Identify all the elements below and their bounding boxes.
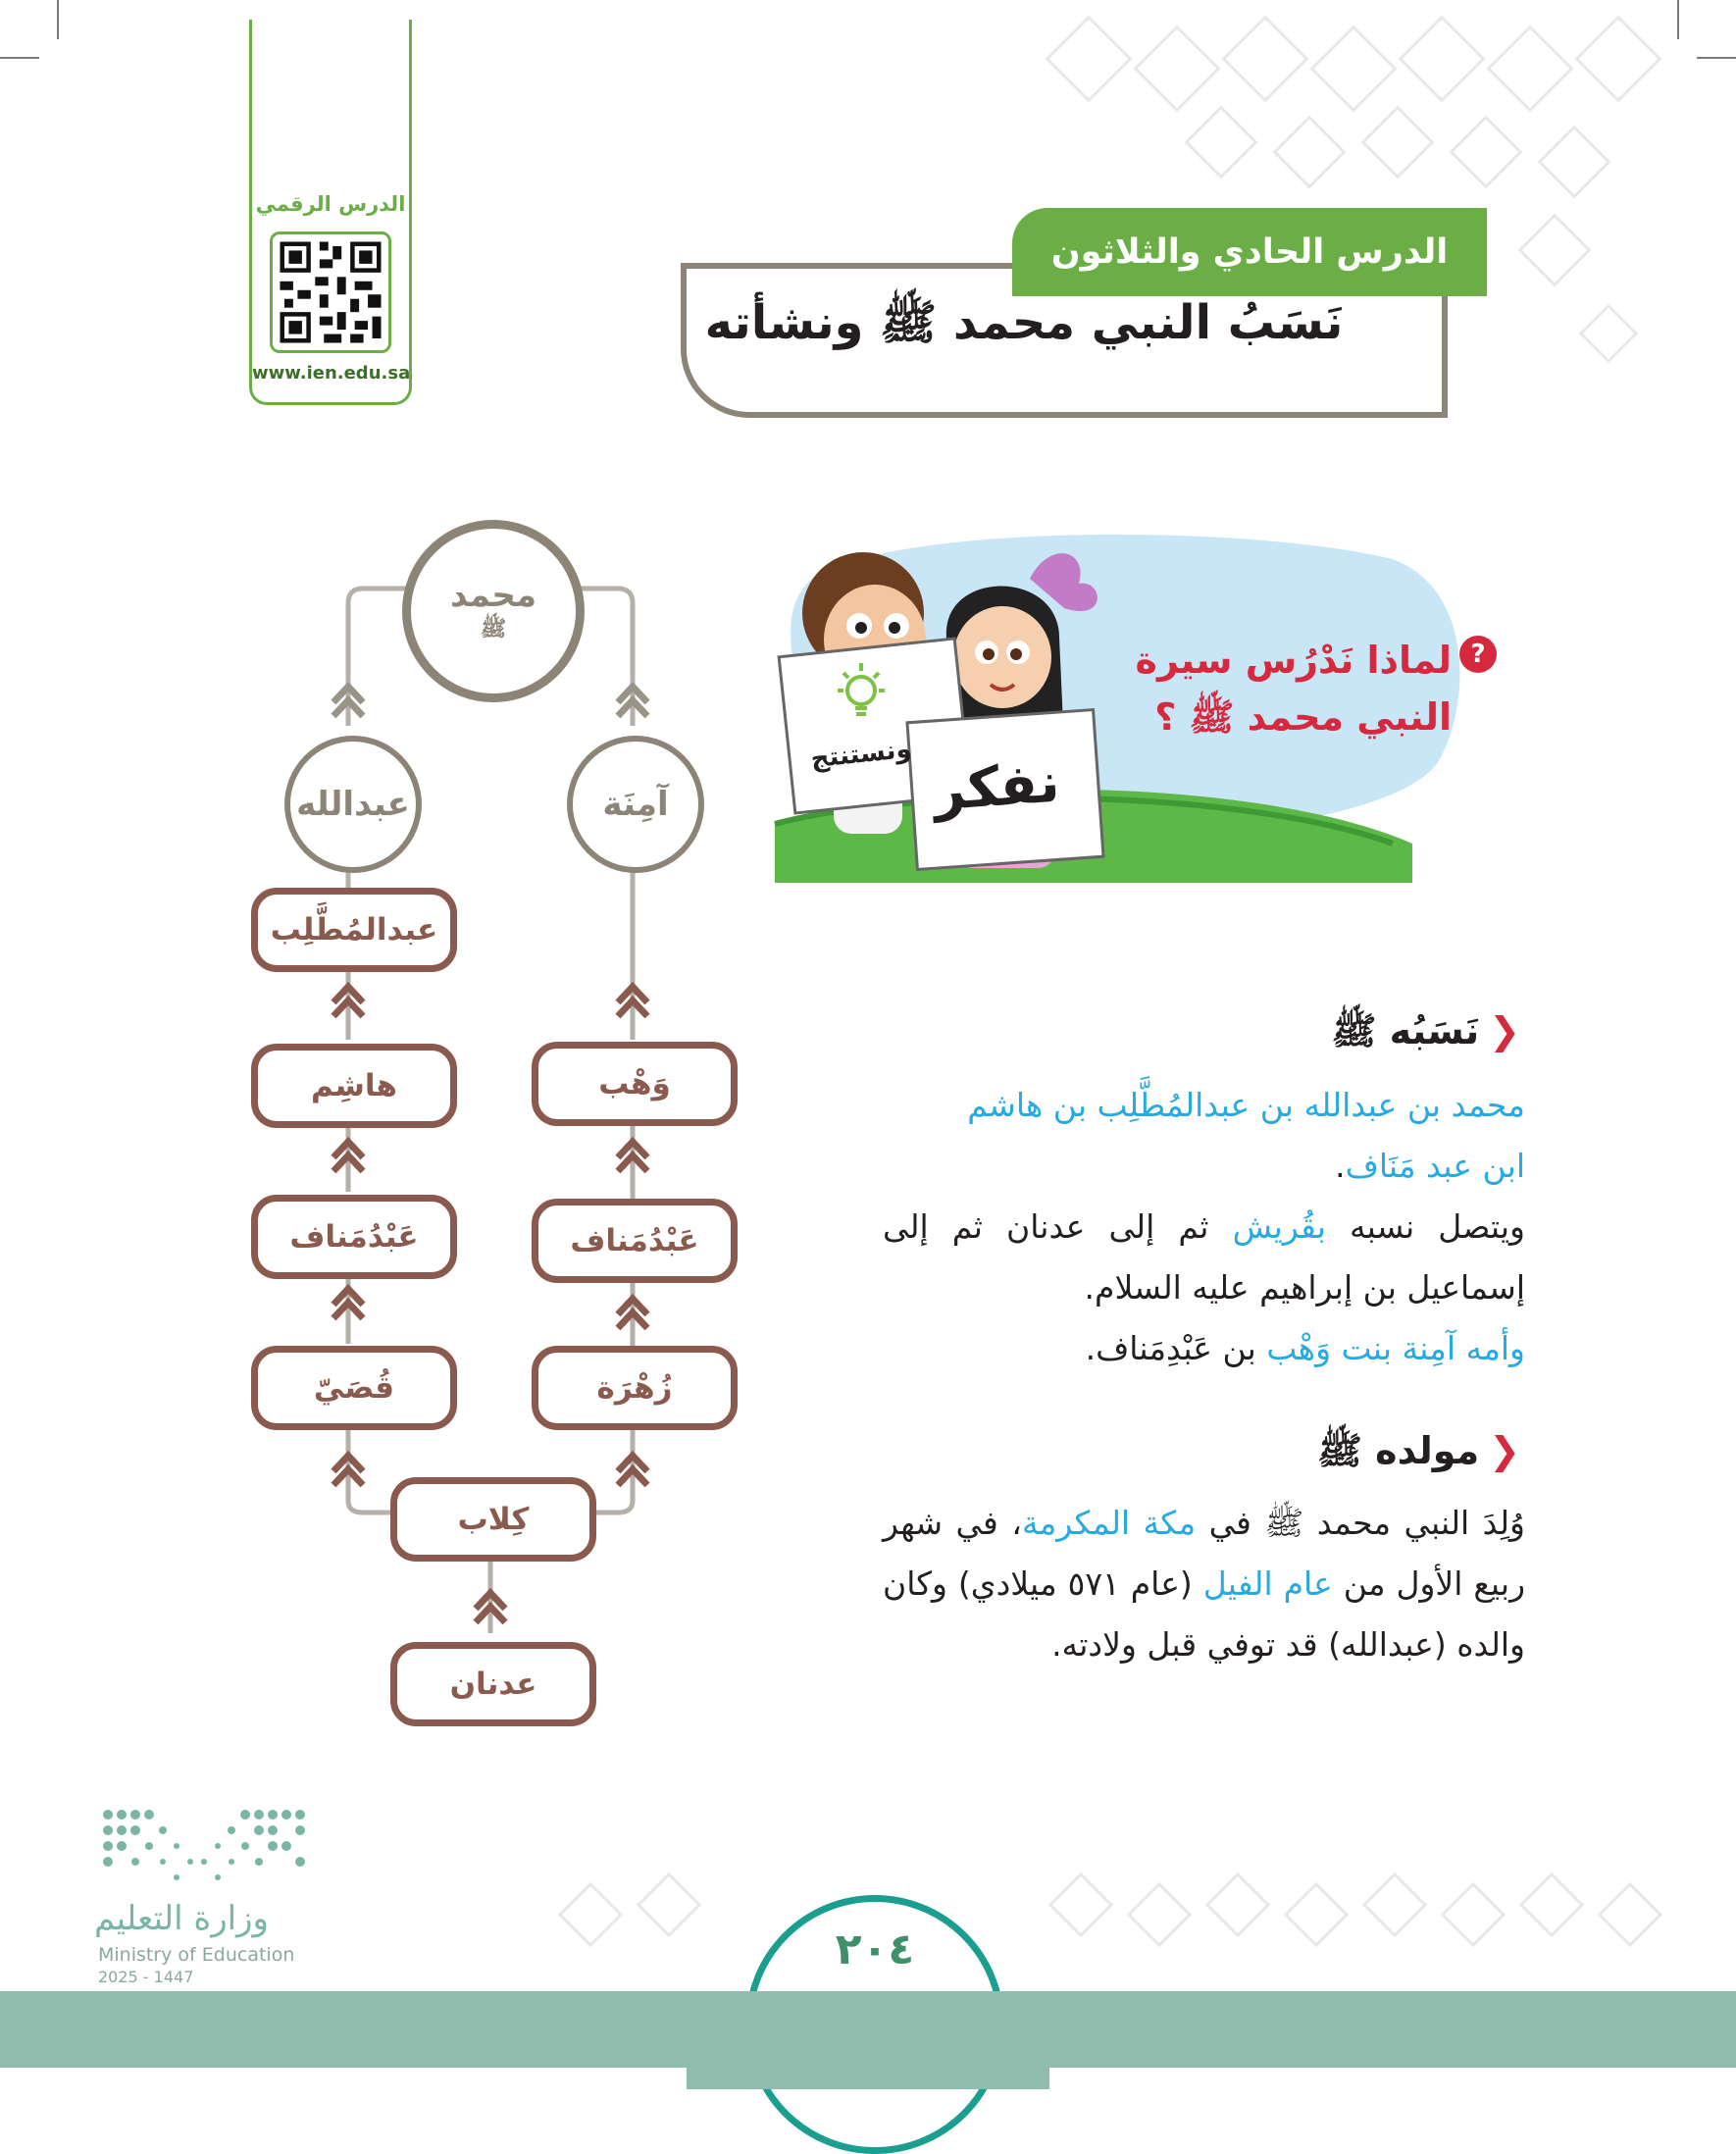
page-number: ٢٠٤ xyxy=(835,1924,915,1974)
lineage-line-a: محمد بن عبدالله بن عبدالمُطَّلِب بن هاشم xyxy=(967,1086,1525,1124)
tree-node-zuhrah: زُهْرَة xyxy=(532,1346,738,1430)
tree-node-kilab: كِلاب xyxy=(390,1477,596,1562)
lineage-heading-text: نَسَبُه ﷺ xyxy=(1331,1009,1480,1052)
sign-think: نفكر xyxy=(931,750,1062,824)
root-name: محمد xyxy=(450,576,536,615)
quraysh-highlight: بقُريش xyxy=(1232,1207,1326,1246)
website-url[interactable]: www.ien.edu.sa xyxy=(252,363,411,384)
page-title: نَسَبُ النبي محمد ﷺ ونشأته xyxy=(704,295,1344,350)
tree-root-muhammad xyxy=(402,520,585,702)
ministry-logo-dots xyxy=(98,1805,314,1893)
sign-conclude: ونستنتج xyxy=(809,734,913,775)
birth-text-a: وُلِدَ النبي محمد ﷺ في xyxy=(1196,1504,1525,1542)
quraysh-text-a: ويتصل نسبه xyxy=(1325,1207,1525,1246)
mother-highlight: آمِنة بنت وَهْب xyxy=(1266,1329,1456,1367)
question-line-1: لماذا نَدْرُس سيرة xyxy=(1135,639,1452,682)
tree-node-qusay: قُصَيّ xyxy=(251,1346,457,1430)
section-birth-heading xyxy=(1317,1428,1520,1482)
mother-text-b: بن عَبْدِمَناف. xyxy=(1085,1329,1267,1367)
tree-node-abdmanaf-mother: عَبْدُمَناف xyxy=(532,1199,738,1283)
edition-year: 2025 - 1447 xyxy=(98,1968,194,1986)
root-honorific: ﷺ xyxy=(480,617,507,641)
makkah-highlight: مكة المكرمة xyxy=(1021,1504,1197,1542)
tree-node-abdulmuttalib: عبدالمُطَّلِب xyxy=(251,888,457,972)
section-lineage-heading xyxy=(1332,1008,1520,1062)
chevron-icon: ❮ xyxy=(1489,1429,1520,1472)
birth-text-c: (عام ٥٧١ ميلادي) وكان والده (عبدالله) قد توفي قبل ولادته. xyxy=(883,1564,1525,1664)
elephant-year-highlight: عام الفيل xyxy=(1202,1564,1333,1603)
ministry-name-en: Ministry of Education xyxy=(98,1944,295,1966)
lesson-number-banner: الدرس الحادي والثلاثون xyxy=(1012,208,1487,296)
birth-text-b: ، في شهر ربيع الأول من xyxy=(883,1504,1526,1603)
mother-text-a: وأمه xyxy=(1455,1329,1525,1367)
tree-father: عبدالله xyxy=(284,736,422,873)
lineage-line-b: ابن عبد مَنَاف xyxy=(1345,1147,1525,1185)
question-icon: ? xyxy=(1459,636,1497,673)
question-line-2: النبي محمد ﷺ ؟ xyxy=(1154,695,1452,739)
lineage-end: . xyxy=(1335,1147,1346,1185)
tree-node-abdmanaf-father: عَبْدُمَناف xyxy=(251,1195,457,1279)
lineage-paragraph xyxy=(883,1075,1525,1379)
tree-node-wahb: وَهْب xyxy=(532,1042,738,1126)
tree-node-hashim: هاشِم xyxy=(251,1044,457,1128)
birth-paragraph xyxy=(883,1493,1525,1675)
footer-band-cover xyxy=(687,1991,1049,2089)
digital-lesson-label: الدرس الرقمي xyxy=(255,192,406,216)
ministry-name-ar: وزارة التعليم xyxy=(94,1899,269,1938)
birth-heading-text: مولده ﷺ xyxy=(1317,1429,1480,1472)
tree-node-adnan: عدنان xyxy=(390,1642,596,1726)
quraysh-text-b: ثم إلى عدنان ثم إلى إسماعيل بن إبراهيم عليه السلام. xyxy=(883,1207,1525,1307)
chevron-icon: ❮ xyxy=(1489,1009,1520,1052)
tree-mother: آمِنَة xyxy=(567,736,704,873)
